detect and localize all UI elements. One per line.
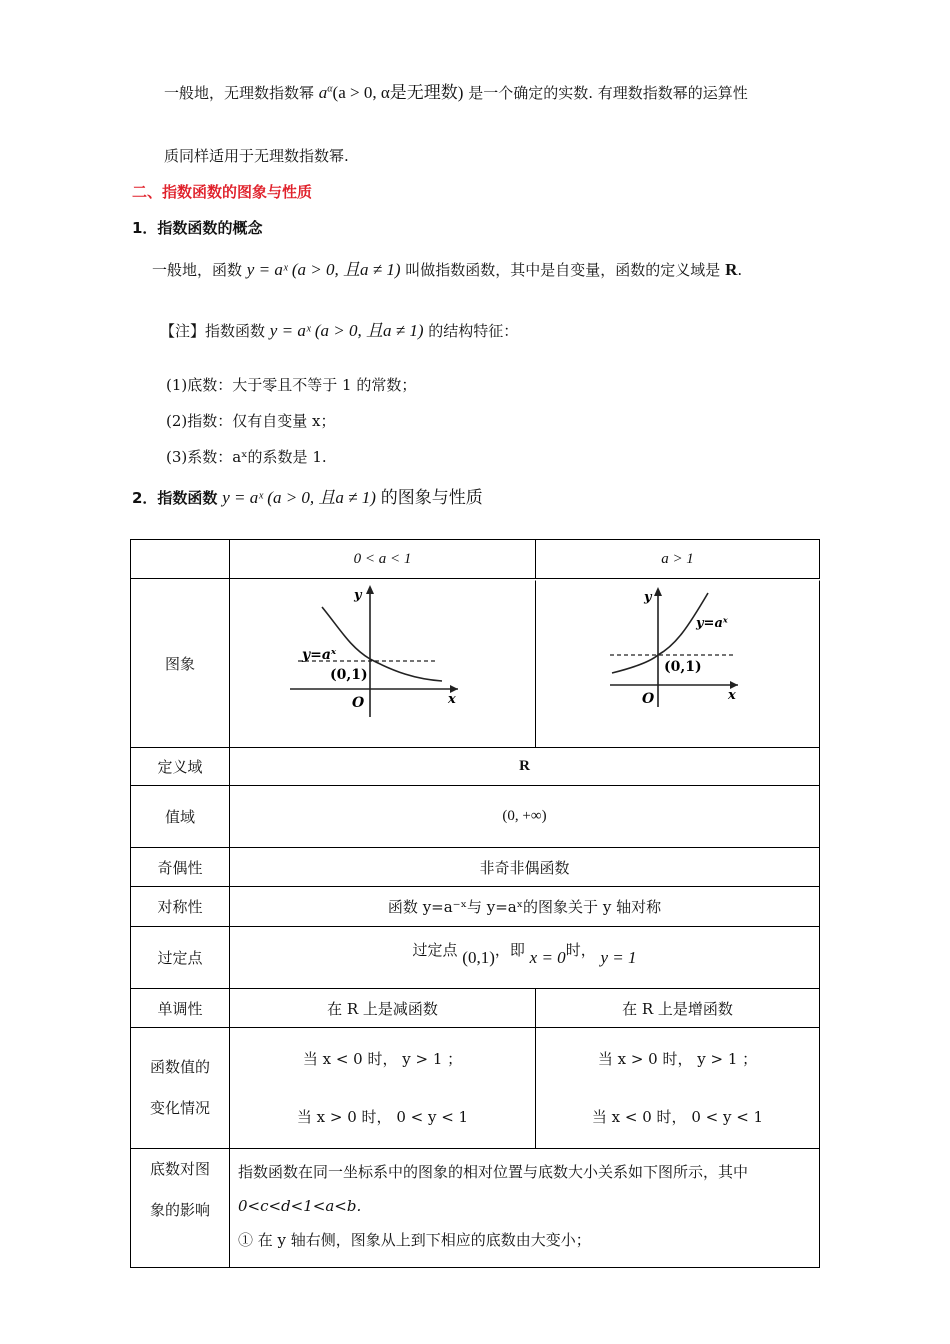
section-title: 二、指数函数的图象与性质: [132, 183, 313, 201]
note-prefix: 【注】指数函数: [160, 322, 266, 340]
graph-left-cell: [230, 579, 536, 748]
table-row: [131, 1028, 820, 1149]
row-label-monotonic: 单调性: [131, 989, 230, 1028]
y-label: y: [354, 588, 362, 603]
change-label-1: 函数值的: [149, 1058, 210, 1076]
fixed-point-when: 时，: [565, 941, 596, 959]
table-row: [131, 1149, 820, 1268]
change-label-2: 变化情况: [149, 1099, 210, 1117]
fixed-point-prefix: 过定点: [412, 941, 458, 959]
curve-label: y=aˣ: [302, 647, 337, 663]
point-label: (0,1): [664, 659, 702, 675]
base-effect-text: [230, 1149, 820, 1268]
table-row: [131, 887, 820, 927]
list-item: (1)底数：大于零且不等于 1 的常数；: [166, 376, 417, 394]
definition-line: [152, 255, 742, 280]
row-label-parity: 奇偶性: [131, 848, 230, 887]
fixed-point-mid: ，即: [494, 941, 525, 959]
change-right: [536, 1028, 820, 1149]
intro-text-suffix: 是一个确定的实数. 有理数指数幂的运算性: [468, 84, 748, 102]
symmetry-value: 函数 y=a⁻ˣ与 y=aˣ的图象关于 y 轴对称: [230, 887, 820, 927]
x-label: x: [728, 688, 736, 703]
graph-decreasing: [230, 579, 536, 743]
list-item: (3)系数：aˣ的系数是 1.: [166, 448, 327, 466]
fixed-point-coords: (0,1): [462, 948, 495, 967]
origin-label: O: [642, 691, 655, 707]
sub2-formula: y = aˣ (a > 0, 且a ≠ 1): [222, 488, 376, 507]
row-label-fixed-point: 过定点: [131, 927, 230, 989]
table-row: [131, 848, 820, 887]
point-label: (0,1): [330, 667, 368, 683]
sub2-suffix: 的图象与性质: [380, 488, 483, 508]
mono-left: 在 R 上是减函数: [230, 989, 536, 1028]
curve-label: y=aˣ: [696, 616, 728, 631]
table-row: [131, 540, 820, 579]
graph-right-cell: [536, 579, 820, 748]
change-right-2: 当 x < 0 时， 0 < y < 1: [591, 1108, 764, 1126]
row-label-base-effect: [131, 1149, 230, 1268]
base-effect-line-3: ① 在 y 轴右侧，图象从上到下相应的底数由大变小；: [238, 1231, 591, 1249]
mono-right: 在 R 上是增函数: [536, 989, 820, 1028]
table-row: [131, 989, 820, 1028]
table-row: [131, 579, 820, 748]
graph-increasing: [536, 579, 820, 743]
note-suffix: 的结构特征：: [428, 322, 519, 340]
intro-line-2: 质同样适用于无理数指数幂.: [164, 147, 349, 165]
y-arrow: [654, 587, 662, 596]
base-effect-label-1: 底数对图: [149, 1160, 210, 1178]
row-label-graph: 图象: [131, 579, 230, 748]
subsection-1-title: 1．指数函数的概念: [132, 219, 263, 237]
def-end: .: [737, 261, 743, 279]
domain-value: R: [230, 748, 820, 786]
y-arrow: [366, 585, 374, 594]
note-formula: y = aˣ (a > 0, 且a ≠ 1): [269, 321, 424, 340]
fixed-point-x: x = 0: [529, 948, 566, 967]
fixed-point-y: y = 1: [600, 948, 637, 967]
base-effect-line-1: 指数函数在同一坐标系中的图象的相对位置与底数大小关系如下图所示，其中: [238, 1163, 749, 1181]
sub2-prefix: 2．指数函数: [132, 489, 218, 507]
table-row: [131, 748, 820, 786]
header-left: 0 < a < 1: [230, 540, 536, 579]
change-left-1: 当 x < 0 时， y > 1 ；: [302, 1050, 463, 1068]
list-item: (2)指数：仅有自变量 x；: [166, 412, 336, 430]
def-formula: y = aˣ (a > 0, 且a ≠ 1): [246, 260, 401, 279]
row-label-range: 值域: [131, 786, 230, 848]
origin-label: O: [352, 695, 365, 711]
parity-value: 非奇非偶函数: [230, 848, 820, 887]
def-prefix: 一般地，函数: [152, 261, 243, 279]
note-line: [160, 316, 518, 341]
header-empty: [131, 540, 230, 579]
properties-table: [130, 539, 820, 1268]
change-right-1: 当 x > 0 时， y > 1 ；: [597, 1050, 758, 1068]
intro-line-1: [164, 78, 748, 103]
intro-text: 一般地，无理数指数幂: [164, 84, 315, 102]
change-left-2: 当 x > 0 时， 0 < y < 1: [296, 1108, 469, 1126]
def-suffix: 叫做指数函数，其中是自变量，函数的定义域是: [405, 261, 721, 279]
range-value: (0, +∞): [230, 786, 820, 848]
table-row: [131, 786, 820, 848]
def-domain: R: [725, 260, 738, 279]
row-label-change: [131, 1028, 230, 1149]
table-row: [131, 927, 820, 989]
x-label: x: [448, 692, 456, 707]
y-label: y: [644, 590, 652, 605]
alpha-power: $a^\alpha(a > 0$, α是无理数): [318, 83, 464, 102]
change-left: [230, 1028, 536, 1149]
row-label-symmetry: 对称性: [131, 887, 230, 927]
subsection-2-title: [132, 483, 483, 508]
base-effect-label-2: 象的影响: [149, 1201, 210, 1219]
row-label-domain: 定义域: [131, 748, 230, 786]
fixed-point-value: [230, 927, 820, 989]
base-effect-line-2: 0<c<d<1<a<b.: [238, 1197, 362, 1215]
header-right: a > 1: [536, 540, 820, 579]
